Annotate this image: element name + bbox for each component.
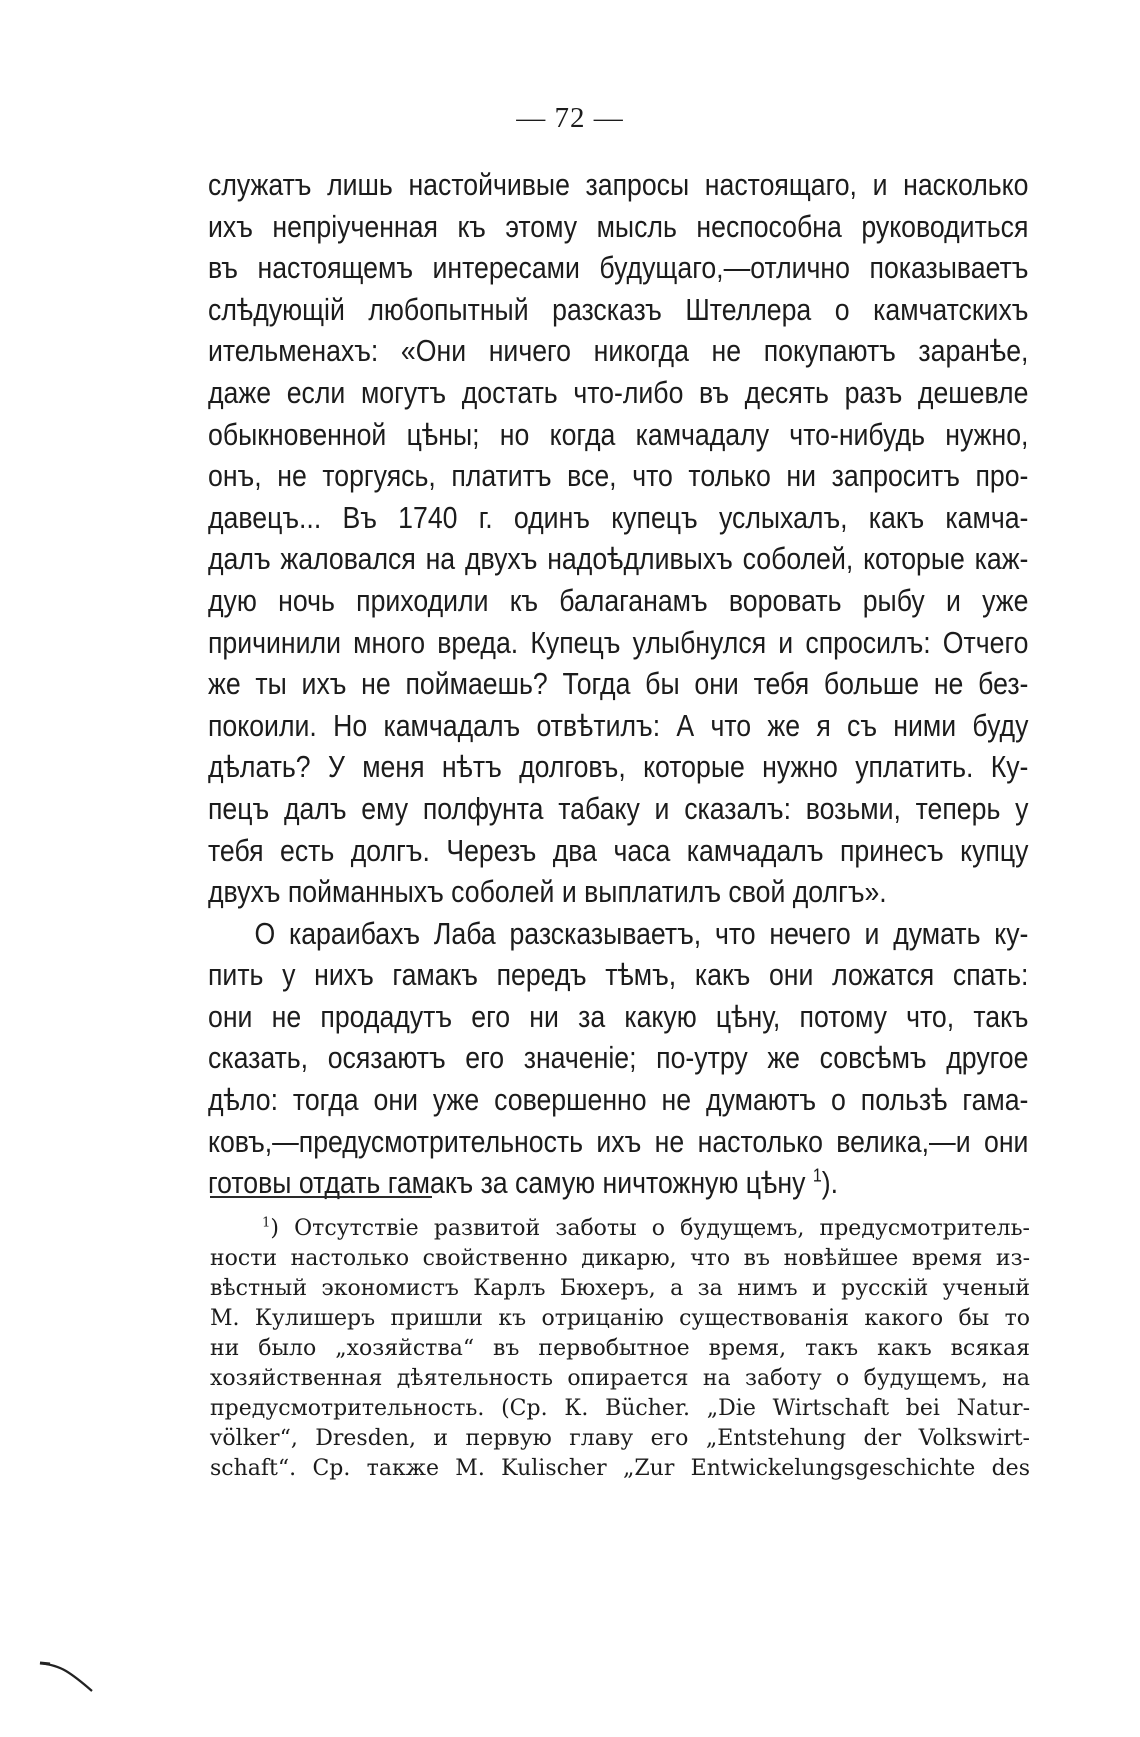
text-line: О караибахъ Лаба разсказываетъ, что нечего и думать ку-: [254, 915, 1029, 951]
main-text-block: [208, 164, 1028, 1204]
text-line: давецъ... Въ 1740 г. одинъ купецъ услыхалъ, какъ камча-: [208, 499, 1029, 535]
text-line-tail: ).: [821, 1165, 839, 1201]
footnote-text: ) Отсутствіе развитой заботы о будущемъ, предусмотритель-: [270, 1216, 1030, 1241]
text-line: ковъ,—предусмотрительность ихъ не настолько велика,—и они: [208, 1123, 1029, 1159]
text-line: готовы отдать гамакъ за самую ничтожную цѣну: [208, 1165, 806, 1201]
footnote-divider: [210, 1196, 432, 1198]
text-line: обыкновенной цѣны; но когда камчадалу что-нибудь нужно,: [208, 416, 1029, 452]
text-line: даже если могутъ достать что-либо въ десять разъ дешевле: [208, 374, 1029, 410]
footnote-line: ности настолько свойственно дикарю, что въ новѣйшее время из-: [210, 1246, 1030, 1271]
scan-mark-stroke: [36, 1655, 96, 1695]
text-line: дую ночь приходили къ балаганамъ воровать рыбу и уже: [208, 582, 1029, 618]
footnote-line: М. Кулишеръ пришли къ отрицанію существованія какого бы то: [210, 1306, 1030, 1331]
text-line: двухъ пойманныхъ соболей и выплатилъ свой долгъ».: [208, 874, 887, 910]
text-line: пецъ далъ ему полфунта табаку и сказалъ: возьми, теперь у: [208, 790, 1029, 826]
page-number: — 72 —: [516, 102, 624, 134]
text-line: ительменахъ: «Они ничего никогда не покупаютъ заранѣе,: [208, 333, 1029, 369]
text-line: же ты ихъ не поймаешь? Тогда бы они тебя больше не без-: [208, 666, 1029, 702]
text-line: пить у нихъ гамакъ передъ тѣмъ, какъ они ложатся спать:: [208, 957, 1029, 993]
footnote-line: предусмотрительность. (Ср. К. Bücher. „Die Wirtschaft bei Natur-: [210, 1396, 1030, 1421]
text-line: онъ, не торгуясь, платитъ все, что только ни запроситъ про-: [208, 458, 1029, 494]
footnote-line: ни было „хозяйства“ въ первобытное время, такъ какъ всякая: [210, 1336, 1030, 1361]
text-line: причинили много вреда. Купецъ улыбнулся и спросилъ: Отчего: [208, 624, 1029, 660]
footnote-line: schaft“. Ср. также М. Kulischer „Zur Entwickelungsgeschichte des: [210, 1456, 1030, 1481]
text-line: слѣдующій любопытный разсказъ Штеллера о камчатскихъ: [208, 291, 1029, 327]
text-line: тебя есть долгъ. Черезъ два часа камчадалъ принесъ купцу: [208, 832, 1029, 868]
text-line: дѣло: тогда они уже совершенно не думаютъ о пользѣ гама-: [208, 1082, 1029, 1118]
footnote-line: вѣстный экономистъ Карлъ Бюхеръ, а за нимъ и русскій ученый: [210, 1276, 1030, 1301]
text-line: служатъ лишь настойчивые запросы настоящаго, и насколько: [208, 167, 1029, 202]
text-line: они не продадутъ его ни за какую цѣну, потому что, такъ: [208, 998, 1029, 1034]
text-line: въ настоящемъ интересами будущаго,—отлично показываетъ: [208, 250, 1029, 286]
text-line: ихъ непріученная къ этому мысль неспособна руководиться: [208, 208, 1029, 244]
footnote-line: [210, 1214, 1030, 1244]
text-line: дѣлать? У меня нѣтъ долговъ, которые нужно уплатить. Ку-: [208, 749, 1029, 785]
footnote-marker: 1: [262, 1215, 271, 1231]
footnote-block: [210, 1214, 1030, 1484]
text-line: сказать, осязаютъ его значеніе; по-утру же совсѣмъ другое: [208, 1040, 1029, 1076]
text-line: далъ жаловался на двухъ надоѣдливыхъ соболей, которые каж-: [208, 541, 1029, 577]
footnote-line: völker“, Dresden, и первую главу его „Entstehung der Volkswirt-: [210, 1426, 1030, 1451]
footnote-reference: 1: [812, 1164, 822, 1186]
footnote-line: хозяйственная дѣятельность опирается на заботу о будущемъ, на: [210, 1366, 1030, 1391]
text-line: покоили. Но камчадалъ отвѣтилъ: А что же я съ ними буду: [208, 707, 1029, 743]
